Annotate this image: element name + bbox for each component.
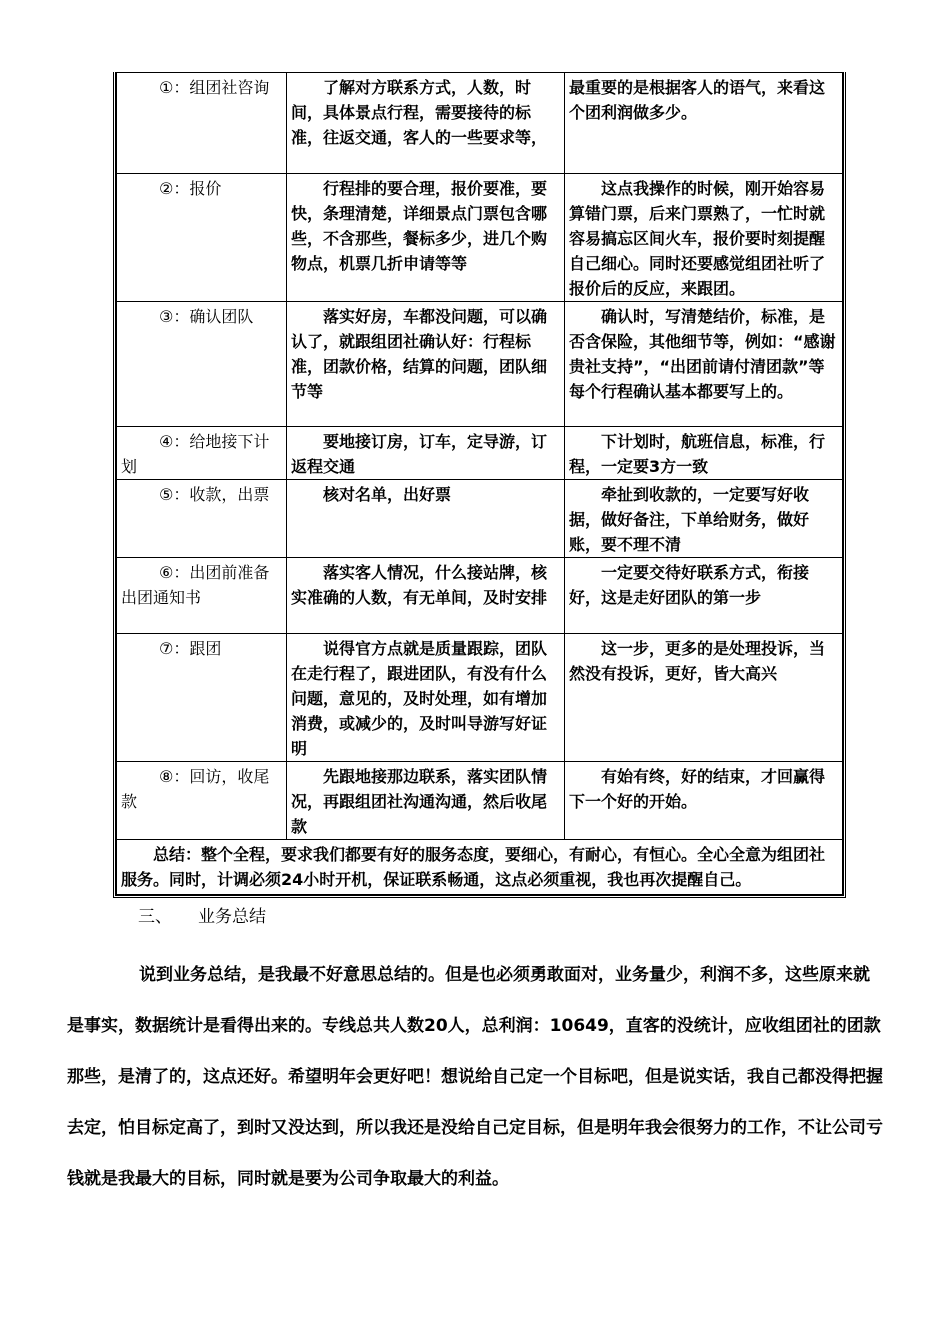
content-cell: 核对名单，出好票	[287, 480, 565, 558]
section-title: 业务总结	[198, 907, 266, 927]
table-row	[117, 427, 843, 480]
content-cell: 落实好房，车都没问题，可以确认了，就跟组团社确认好：行程标准，团款价格，结算的问题，团队细节等	[287, 302, 565, 427]
step-cell: ⑤：收款，出票	[117, 480, 287, 558]
step-cell: ③：确认团队	[117, 302, 287, 427]
content-cell: 落实客人情况，什么接站牌，核实准确的人数，有无单间，及时安排	[287, 558, 565, 634]
table-row	[117, 762, 843, 840]
content-cell: 先跟地接那边联系，落实团队情况，再跟组团社沟通沟通，然后收尾款	[287, 762, 565, 840]
paragraph-text: 说到业务总结，是我最不好意思总结的。但是也必须勇敢面对，业务量少，利润不多，这些原来就是事实，数据统计是看得出来的。专线总共人数20人，总利润：10649，直客的没统计，应收组团社的团款那些，是清了的，这点还好。希望明年会更好吧！想说给自己定一个目标吧，但是说实话，我自己都没得把握去定，怕目标定高了，到时又没达到，所以我还是没给自己定目标，但是明年我会很努力的工作，不让公司亏钱就是我最大的目标，同时就是要为公司争取最大的利益。	[67, 965, 883, 1189]
note-cell: 一定要交待好联系方式，衔接好，这是走好团队的第一步	[565, 558, 843, 634]
step-cell: ②：报价	[117, 174, 287, 302]
table-row	[117, 634, 843, 762]
note-cell: 最重要的是根据客人的语气，来看这个团利润做多少。	[565, 73, 843, 174]
content-cell: 说得官方点就是质量跟踪，团队在走行程了，跟进团队，有没有什么问题，意见的，及时处理，如有增加消费，或减少的，及时叫导游写好证明	[287, 634, 565, 762]
note-cell: 下计划时，航班信息，标准，行程，一定要3方一致	[565, 427, 843, 480]
summary-row	[117, 840, 843, 895]
table-row	[117, 558, 843, 634]
note-cell: 这一步，更多的是处理投诉，当然没有投诉，更好，皆大高兴	[565, 634, 843, 762]
table-row	[117, 174, 843, 302]
step-cell: ④：给地接下计划	[117, 427, 287, 480]
workflow-table	[113, 72, 846, 898]
table-row	[117, 73, 843, 174]
step-cell: ①：组团社咨询	[117, 73, 287, 174]
content-cell: 行程排的要合理，报价要准，要快，条理清楚，详细景点门票包含哪些，不含那些，餐标多少，进几个购物点，机票几折申请等等	[287, 174, 565, 302]
step-cell: ⑥：出团前准备出团通知书	[117, 558, 287, 634]
content-cell: 了解对方联系方式，人数，时间，具体景点行程，需要接待的标准，往返交通，客人的一些要求等，	[287, 73, 565, 174]
table-row	[117, 480, 843, 558]
step-cell: ⑦：跟团	[117, 634, 287, 762]
note-cell: 有始有终，好的结束，才回赢得下一个好的开始。	[565, 762, 843, 840]
section-number: 三、	[138, 907, 172, 927]
section-heading	[138, 902, 266, 927]
note-cell: 确认时，写清楚结价，标准，是否含保险，其他细节等，例如：“感谢贵社支持”，“出团前请付清团款”等每个行程确认基本都要写上的。	[565, 302, 843, 427]
step-cell: ⑧：回访，收尾款	[117, 762, 287, 840]
summary-paragraph	[67, 950, 885, 1205]
content-cell: 要地接订房，订车，定导游，订返程交通	[287, 427, 565, 480]
table-row	[117, 302, 843, 427]
summary-text: 总结：整个全程，要求我们都要有好的服务态度，要细心，有耐心，有恒心。全心全意为组团社服务。同时，计调必须24小时开机，保证联系畅通，这点必须重视，我也再次提醒自己。	[117, 840, 843, 895]
note-cell: 这点我操作的时候，刚开始容易算错门票，后来门票熟了，一忙时就容易搞忘区间火车，报价要时刻提醒自己细心。同时还要感觉组团社听了报价后的反应，来跟团。	[565, 174, 843, 302]
note-cell: 牵扯到收款的，一定要写好收据，做好备注，下单给财务，做好账，要不理不清	[565, 480, 843, 558]
